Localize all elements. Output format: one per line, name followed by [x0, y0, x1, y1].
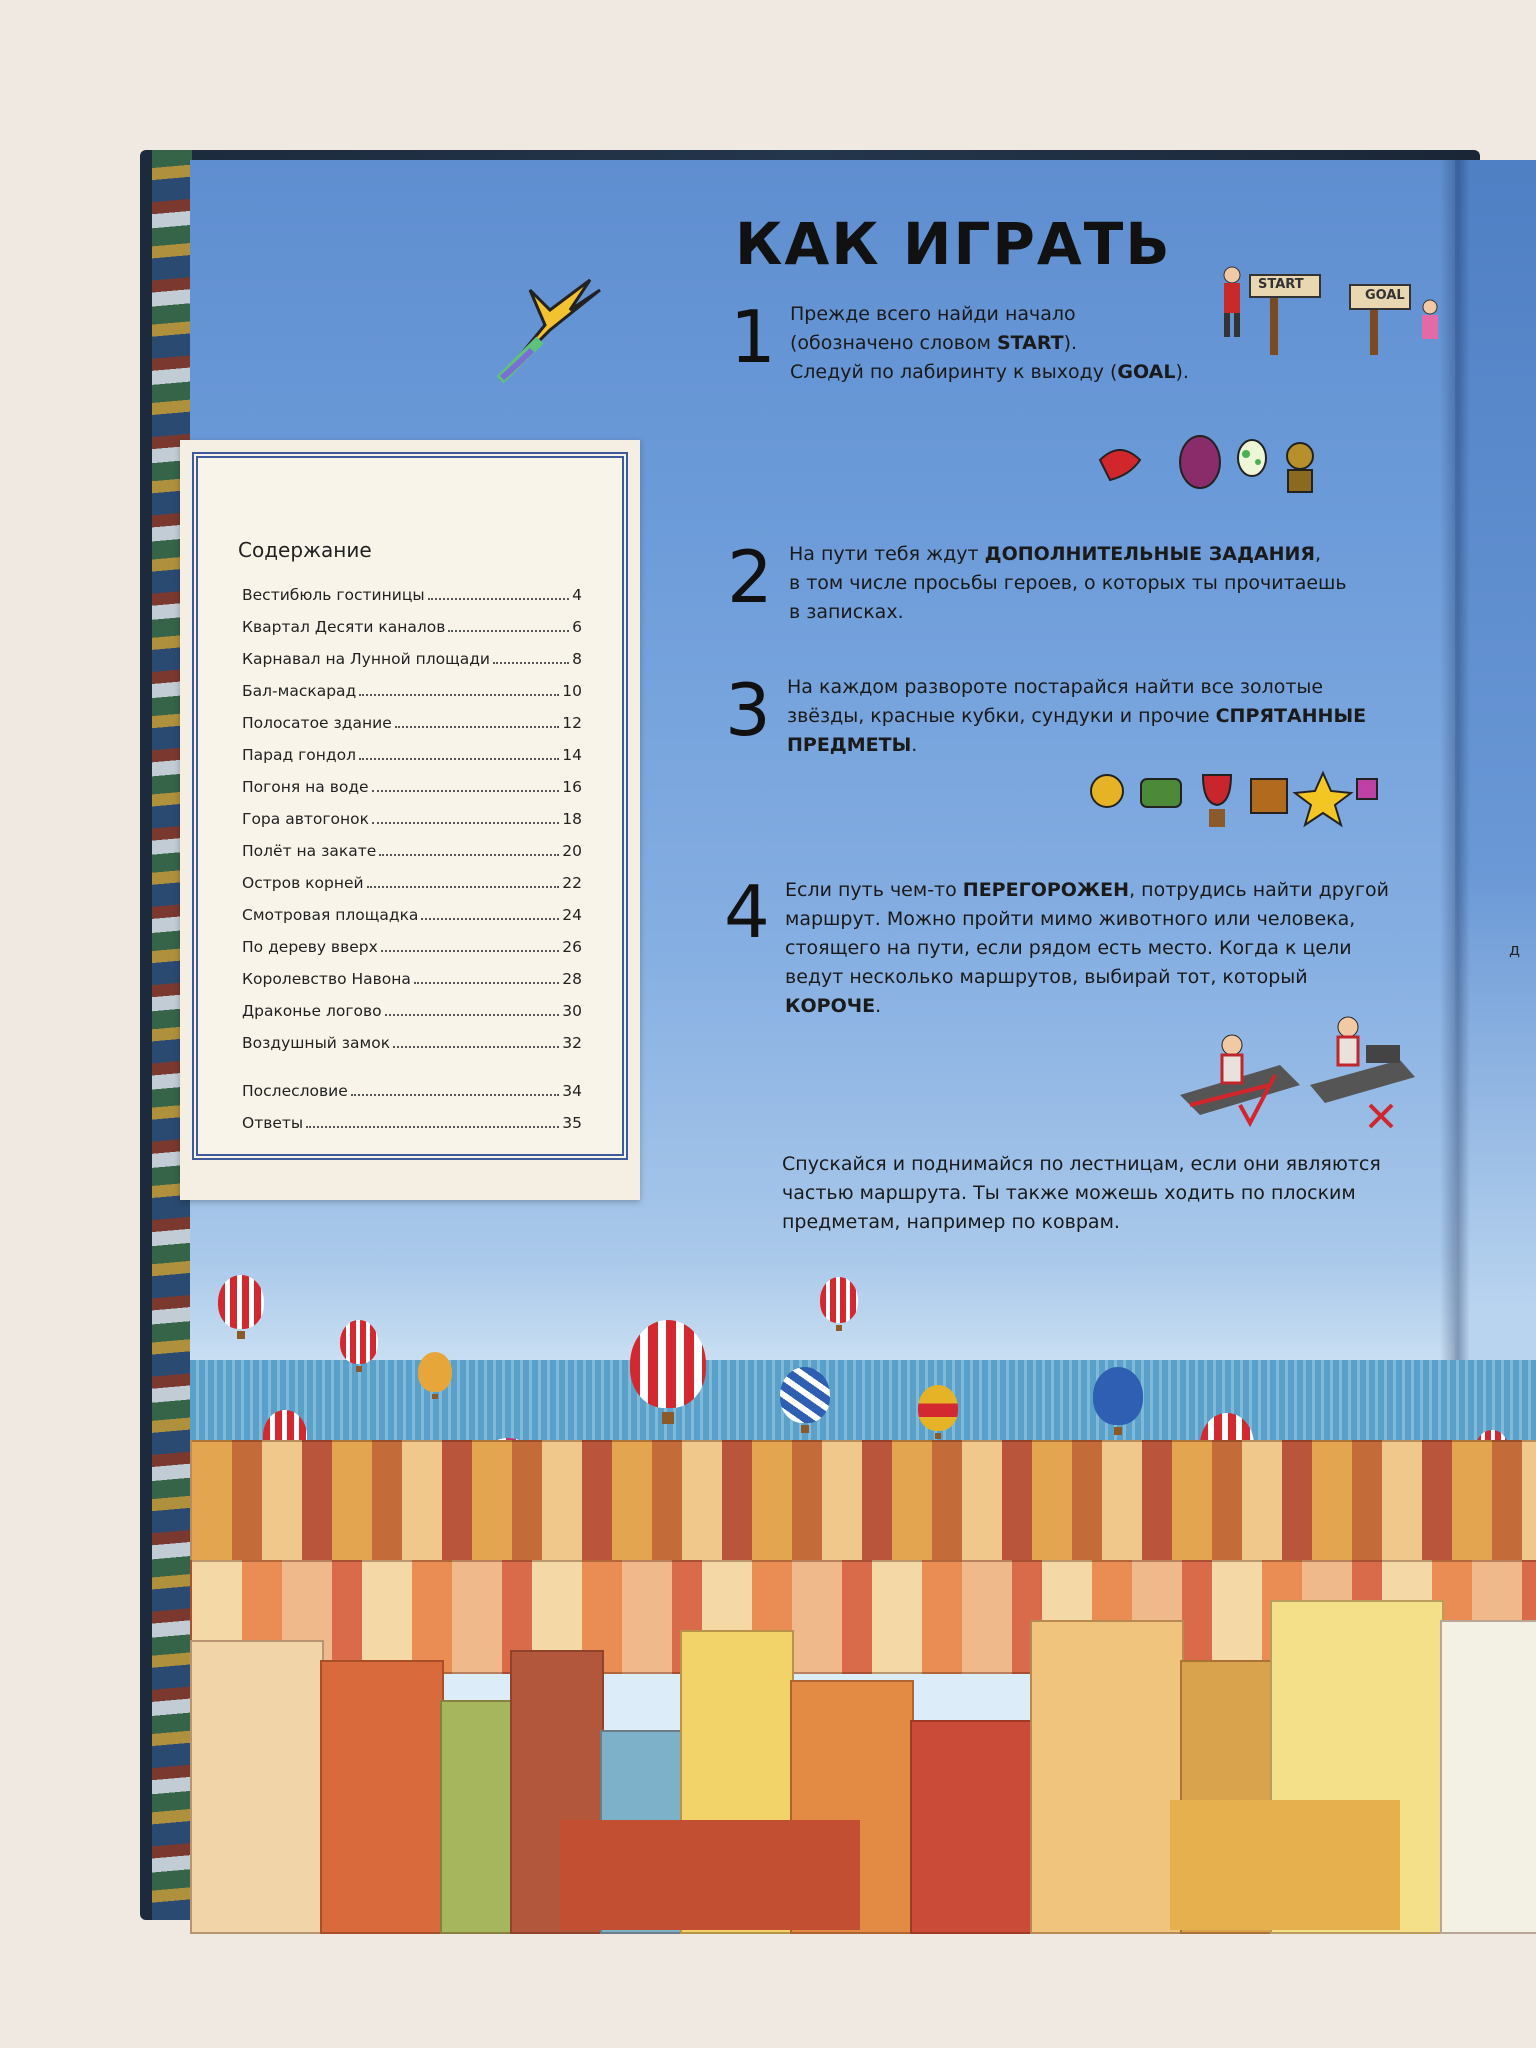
toc-row[interactable]: Погоня на воде 16: [242, 778, 582, 796]
toc-row[interactable]: Королевство Навона 28: [242, 970, 582, 988]
toc-row[interactable]: Смотровая площадка 24: [242, 906, 582, 924]
balloon: [630, 1320, 706, 1408]
contents-card: [180, 440, 640, 1200]
step-1-number: 1: [730, 295, 776, 379]
page-title: КАК ИГРАТЬ: [735, 210, 1172, 278]
building: [190, 1640, 324, 1934]
toc-row[interactable]: Ответы 35: [242, 1114, 582, 1132]
balloon: [1093, 1367, 1143, 1425]
balloon: [340, 1320, 378, 1364]
toc-row[interactable]: Парад гондол 14: [242, 746, 582, 764]
balloon: [820, 1277, 858, 1323]
step-1-text: Прежде всего найди начало (обозначено словом START). Следуй по лабиринту к выходу (GOAL).: [790, 303, 1189, 383]
contents-title: Содержание: [238, 538, 372, 562]
building: [910, 1720, 1034, 1934]
toc-row[interactable]: Драконье логово 30: [242, 1002, 582, 1020]
toc-row[interactable]: Вестибюль гостиницы 4: [242, 586, 582, 604]
roof: [560, 1820, 860, 1930]
step-2-text: На пути тебя ждут ДОПОЛНИТЕЛЬНЫЕ ЗАДАНИЯ, в том числе просьбы героев, о которых ты прочитаешь в записках.: [789, 543, 1347, 623]
balloon: [918, 1385, 958, 1431]
step-4-text: Если путь чем-то ПЕРЕГОРОЖЕН, потрудись найти другой маршрут. Можно пройти мимо животного или человека, стоящего на пути, если рядом есть место. Когда к цели ведут несколько маршрутов, выбирай тот, который КОРОЧЕ.: [785, 879, 1389, 1017]
sea-band: [190, 1360, 1536, 1450]
building: [440, 1700, 514, 1934]
building: [320, 1660, 444, 1934]
goal-sign-label: GOAL: [1365, 288, 1405, 303]
toc-row[interactable]: Полёт на закате 20: [242, 842, 582, 860]
toc-row[interactable]: Остров корней 22: [242, 874, 582, 892]
toc-row[interactable]: По дереву вверх 26: [242, 938, 582, 956]
toc-row[interactable]: Бал-маскарад 10: [242, 682, 582, 700]
step-3-number: 3: [725, 668, 771, 752]
toc-row[interactable]: Квартал Десяти каналов 6: [242, 618, 582, 636]
extra-task-items-icons: [1090, 420, 1350, 500]
contents-frame: [192, 452, 628, 1160]
toc-row[interactable]: Карнавал на Лунной площади 8: [242, 650, 582, 668]
balloon: [418, 1352, 452, 1392]
stairs-note-text: Спускайся и поднимайся по лестницам, если они являются частью маршрута. Ты также можешь ходить по плоским предметам, например по коврам.: [782, 1153, 1381, 1233]
building: [1440, 1620, 1536, 1934]
balloon: [218, 1275, 264, 1329]
start-sign-label: START: [1258, 277, 1304, 292]
step-4-number: 4: [724, 870, 770, 954]
toc-row[interactable]: Полосатое здание 12: [242, 714, 582, 732]
toc-row[interactable]: Послесловие 34: [242, 1082, 582, 1100]
roof: [1170, 1800, 1400, 1930]
balloon: [780, 1367, 830, 1423]
start-goal-signs-illustration: [1210, 255, 1450, 365]
step-3-text: На каждом развороте постарайся найти все золотые звёзды, красные кубки, сундуки и прочие СПРЯТАННЫЕ ПРЕДМЕТЫ.: [787, 676, 1367, 756]
bird-kite-icon: [490, 270, 610, 390]
next-page-fragment: д: [1509, 940, 1521, 959]
toc-row[interactable]: Гора автогонок 18: [242, 810, 582, 828]
city-rooftops-far: [190, 1440, 1536, 1564]
toc-row[interactable]: Воздушный замок 32: [242, 1034, 582, 1052]
step-2-number: 2: [727, 535, 773, 619]
hidden-items-icons: [1085, 765, 1385, 840]
building: [1030, 1620, 1184, 1934]
blocked-path-illustration: [1170, 1005, 1420, 1135]
